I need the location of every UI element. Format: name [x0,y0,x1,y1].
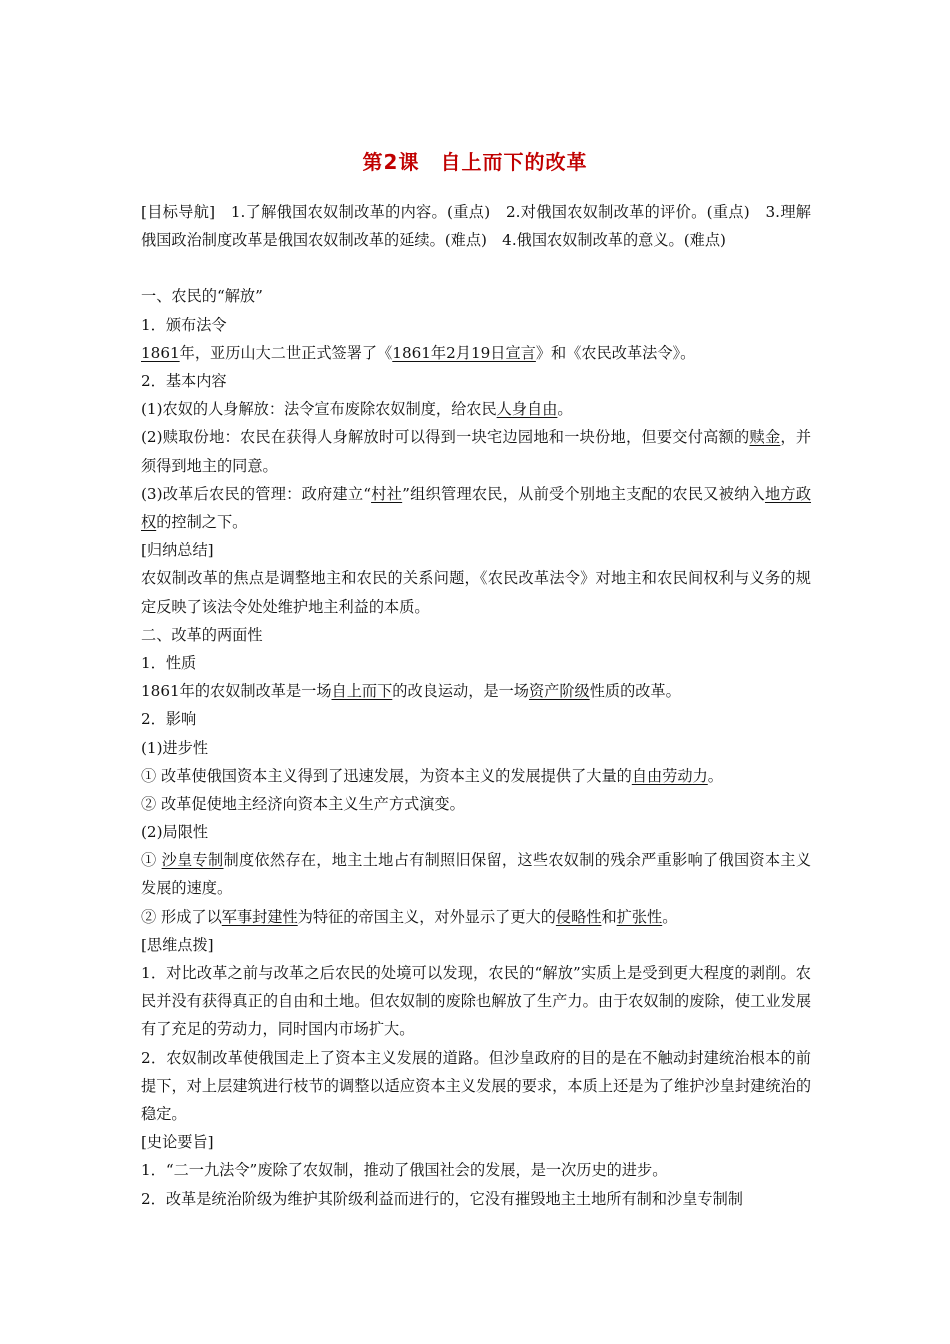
subheading: 2．影响 [141,710,197,729]
text-run: 》和《农民改革法令》。 [535,343,696,362]
subheading: 2．基本内容 [141,371,227,390]
text-run: 性质的改革。 [589,682,681,701]
subheading: (1)进步性 [141,738,209,757]
text-run: 和 [601,907,617,926]
text-run: 。 [707,766,723,785]
text-run: 为特征的帝国主义，对外显示了更大的 [297,907,556,926]
text-run: ，并须得到地主的同意。 [141,428,812,475]
paragraph: 2．农奴制改革使俄国走上了资本主义发展的道路。但沙皇政府的目的是在不触动封建统治根本的前提下，对上层建筑进行枝节的调整以适应资本主义发展的要求，本质上还是为了维护沙皇封建统治的稳定。 [141,1048,811,1124]
section-heading: 二、改革的两面性 [141,625,263,644]
text-run: ① [141,851,162,870]
text-run: (1)农奴的人身解放：法令宣布废除农奴制度，给农民 [141,400,497,419]
spacer [141,254,811,282]
section-heading: 一、农民的“解放” [141,287,263,306]
underlined-key-term: 军事封建性 [221,907,298,926]
subheading: 1．颁布法令 [141,315,227,334]
underlined-key-term: 扩张性 [616,907,663,926]
paragraph [141,395,811,423]
underlined-key-term: 1861年2月19日宣言 [392,343,536,362]
underlined-key-term: 沙皇专制 [161,851,224,870]
paragraph [141,423,811,479]
text-run: 。 [662,907,678,926]
paragraph [141,762,811,790]
underlined-key-term: 侵略性 [555,907,602,926]
section-label: [归纳总结] [141,541,214,560]
text-run: 制度依然存在，地主土地占有制照旧保留，这些农奴制的残余严重影响了俄国资本主义发展的速度。 [141,851,812,898]
paragraph: ② 改革促使地主经济向资本主义生产方式演变。 [141,794,465,813]
text-run: 。 [557,400,573,419]
paragraph: 1．对比改革之前与改革之后农民的处境可以发现，农民的“解放”实质上是受到更大程度的剥削。农民并没有获得真正的自由和土地。但农奴制的废除也解放了生产力。由于农奴制的废除，使工业发展有了充足的劳动力，同时国内市场扩大。 [141,964,811,1039]
document-body [141,198,811,1213]
paragraph [141,480,811,536]
underlined-key-term: 人身自由 [496,400,558,419]
text-run: 的控制之下。 [156,512,248,531]
underlined-key-term: 自由劳动力 [631,766,708,785]
paragraph [141,903,811,931]
text-run: ② 形成了以 [141,907,222,926]
underlined-key-term: 1861 [141,343,180,362]
text-run: ① 改革使俄国资本主义得到了迅速发展，为资本主义的发展提供了大量的 [141,766,632,785]
paragraph: 2．改革是统治阶级为维护其阶级利益而进行的，它没有摧毁地主土地所有制和沙皇专制制 [141,1189,743,1208]
text-run: 的改良运动，是一场 [392,682,529,701]
lesson-title: 第2课 自上而下的改革 [362,150,588,174]
paragraph [141,846,811,902]
text-run: ”组织管理农民，从前受个别地主支配的农民又被纳入 [402,484,765,503]
paragraph [141,339,811,367]
underlined-key-term: 资产阶级 [528,682,590,701]
underlined-key-term: 村社 [371,484,403,503]
subheading: (2)局限性 [141,823,209,842]
paragraph: 1．“二一九法令”废除了农奴制，推动了俄国社会的发展，是一次历史的进步。 [141,1161,668,1180]
subheading: 1．性质 [141,653,197,672]
summary-paragraph: 农奴制改革的焦点是调整地主和农民的关系问题，《农民改革法令》对地主和农民间权利与义务的规定反映了该法令处处维护地主利益的本质。 [141,569,811,616]
underlined-key-term: 地方政权 [141,484,812,531]
underlined-key-term: 自上而下 [331,682,393,701]
section-label: [思维点拨] [141,935,214,954]
text-run: (3)改革后农民的管理：政府建立“ [141,484,372,503]
text-run: 年，亚历山大二世正式签署了《 [179,343,393,362]
text-run: 1861年的农奴制改革是一场 [141,682,332,701]
text-run: (2)赎取份地：农民在获得人身解放时可以得到一块宅边园地和一块份地，但要交付高额的 [141,428,750,447]
paragraph [141,677,811,705]
underlined-key-term: 赎金 [749,428,781,447]
section-label: [史论要旨] [141,1133,214,1152]
objectives: [目标导航] 1.了解俄国农奴制改革的内容。(重点) 2.对俄国农奴制改革的评价。(重点) 3.理解俄国政治制度改革是俄国农奴制改革的延续。(难点) 4.俄国农奴制改革的意义。(难点) [141,203,811,250]
